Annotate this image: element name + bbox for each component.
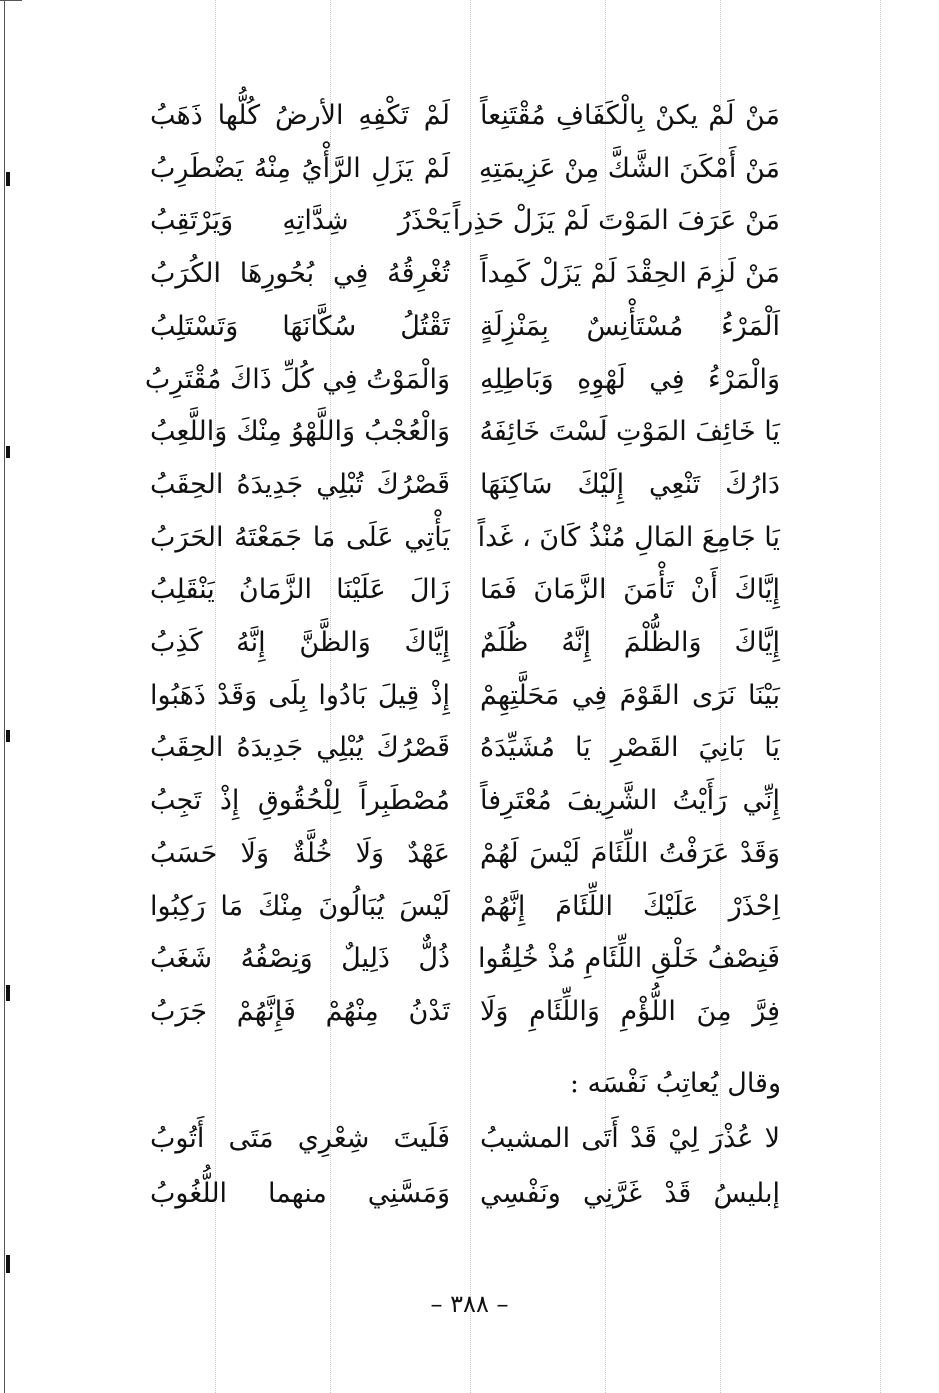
verse-first-hemistich: دَارُكَ تَنْعِي إِلَيْكَ سَاكِنَهَا [480,468,780,500]
verse-first-hemistich: مَنْ أَمْكَنَ الشَّكَّ مِنْ عَزِيمَتِهِ [478,152,780,184]
verse [150,933,780,985]
verse [150,617,780,669]
verse [150,143,780,195]
verse [150,1113,780,1165]
verse-first-hemistich: فِرَّ مِنَ اللُّؤْمِ وَاللِّئَامِ وَلَا [480,995,780,1027]
verse-first-hemistich: وَالْمَرْءُ فِي لَهْوِهِ وَبَاطِلِهِ [480,363,780,395]
verse [150,90,780,142]
verse-second-hemistich: قَصْرُكَ تُبْلِي جَدِيدَهُ الحِقَبُ [150,468,450,500]
verse-first-hemistich: إِيَّاكَ أَنْ تَأْمَنَ الزَّمَانَ فَمَا [480,574,780,606]
scan-mark [6,172,10,186]
verse [150,986,780,1038]
verse-first-hemistich: إِيَّاكَ وَالظُّلْمَ إِنَّهُ ظُلَمٌ [480,627,780,658]
verse-second-hemistich: تَدْنُ مِنْهُمْ فَإِنَّهُمْ جَرَبُ [150,995,450,1027]
verse-first-hemistich: إِنِّي رَأَيْتُ الشَّرِيفَ مُعْتَرِفاً [480,785,780,817]
scan-mark [6,446,10,458]
verse [150,406,780,458]
verse [150,670,780,722]
verse-first-hemistich: بَيْنَا نَرَى القَوْمَ فِي مَحَلَّتِهِمْ [480,679,780,711]
verse [150,459,780,511]
verse [150,301,780,353]
verse [150,881,780,933]
scan-edge [4,0,5,1393]
verse-first-hemistich: اِحْذَرْ عَلَيْكَ اللِّئَامَ إِنَّهُمْ [480,890,780,922]
verse-first-hemistich: وَقَدْ عَرَفْتُ اللِّئَامَ لَيْسَ لَهُمْ [480,837,780,869]
verse [144,354,780,406]
verse-first-hemistich: اَلْمَرْءُ مُسْتَأْنِسٌ بِمَنْزِلَةٍ [480,310,780,342]
verse [150,512,780,564]
verse [150,564,780,616]
page-number: – ٣٨٨ – [430,1290,509,1318]
verse-second-hemistich: إِذْ قِيلَ بَادُوا بِلَى وَقَدْ ذَهَبُوا [150,679,450,711]
verse-first-hemistich: إبليسُ قَدْ غَرَّنِي ونَفْسِي [480,1178,780,1209]
verse-second-hemistich: قَصْرُكَ يُبْلِي جَدِيدَهُ الحِقَبُ [150,732,450,764]
verse [150,195,780,247]
verse-second-hemistich: عَهْدٌ وَلَا خُلَّةٌ وَلَا حَسَبُ [150,837,450,869]
scan-mark [6,730,10,742]
verse-second-hemistich: لَيْسَ يُبَالُونَ مِنْكَ مَا رَكِبُوا [150,890,450,922]
verse-second-hemistich: يَحْذَرُ شِدَّاتِهِ وَيَرْتَقِبُ [150,205,450,237]
verse [150,1168,780,1220]
verse-first-hemistich: مَنْ لَزِمَ الحِقْدَ لَمْ يَزَلْ كَمِداً [480,258,780,290]
verse-second-hemistich: ذُلٌّ ذَلِيلٌ وَنِصْفُهُ شَغَبُ [150,943,450,975]
verse-second-hemistich: وَمَسَّنِي منهما اللُّغُوبُ [150,1178,450,1209]
verse-second-hemistich: لَمْ يَزَلِ الرَّأْيُ مِنْهُ يَضْطَرِبُ [150,152,450,184]
verse-second-hemistich: مُصْطَبِراً لِلْحُقُوقِ إِذْ تَجِبُ [150,785,450,817]
poem-intro: وقال يُعاتِبُ نَفْسَه : [569,1068,781,1099]
scan-mark [6,985,10,1001]
verse-second-hemistich: إِيَّاكَ وَالظَّنَّ إِنَّهُ كَذِبُ [150,627,450,658]
verse-second-hemistich: يَأْتِي عَلَى مَا جَمَعْتَهُ الحَرَبُ [150,521,450,553]
verse [150,775,780,827]
verse [150,722,780,774]
verse-first-hemistich: يَا خَائِفَ المَوْتِ لَسْتَ خَائِفَهُ [479,416,780,448]
scan-guide-line [880,0,881,1393]
verse-first-hemistich: يَا جَامِعَ المَالِ مُنْذُ كَانَ ، غَداً [477,521,780,553]
verse-first-hemistich: فَنِصْفُ خَلْقِ اللِّئَامِ مُذْ خُلِقُوا [477,943,780,975]
verse-first-hemistich: لا عُذْرَ لِيْ قَدْ أَتَى المشيبُ [480,1123,780,1154]
verse-second-hemistich: وَالْعُجْبُ وَاللَّهْوُ مِنْكَ وَاللَّعِبُ [150,416,450,448]
verse [150,828,780,880]
verse-first-hemistich: مَنْ عَرَفَ المَوْتَ لَمْ يَزَلْ حَذِراً [452,205,780,237]
scan-mark [6,1255,10,1273]
verse-second-hemistich: تَقْتُلُ سُكَّانَهَا وَتَسْتَلِبُ [150,310,450,342]
verse-first-hemistich: مَنْ لَمْ يكنْ بِالْكَفَافِ مُقْتَنِعاً [480,100,780,131]
verse-second-hemistich: وَالْمَوْتُ فِي كُلِّ ذَاكَ مُقْتَرِبُ [144,363,450,395]
verse [150,248,780,300]
verse-second-hemistich: فَلَيتَ شِعْرِي مَتَى أَتُوبُ [150,1123,450,1154]
verse-second-hemistich: زَالَ عَلَيْنَا الزَّمَانُ يَنْقَلِبُ [150,574,450,606]
verse-first-hemistich: يَا بَانِيَ القَصْرِ يَا مُشَيِّدَهُ [480,732,780,764]
verse-second-hemistich: تُغْرِقُهُ فِي بُحُورِهَا الكُرَبُ [150,258,450,290]
scan-edge-top [0,0,22,1]
verse-second-hemistich: لَمْ تَكْفِهِ الأرضُ كُلُّها ذَهَبُ [150,100,450,131]
